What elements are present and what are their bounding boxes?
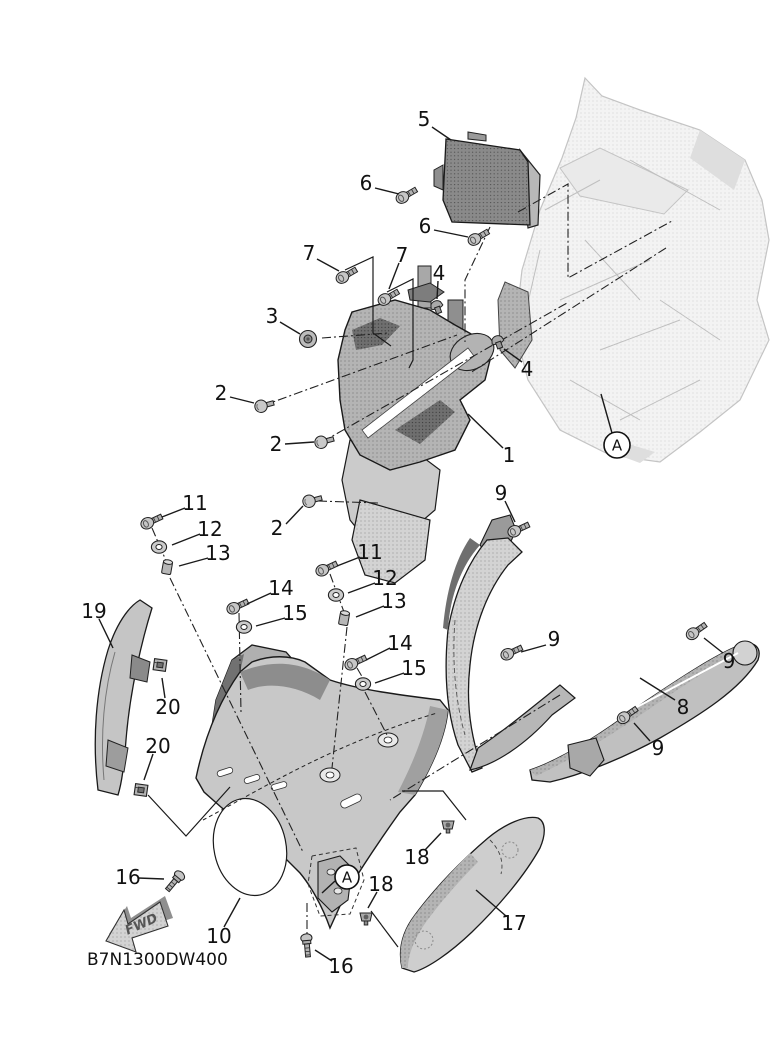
callout-number-4: 4 xyxy=(520,357,534,381)
fastener-screw xyxy=(499,642,524,662)
callout-number-9: 9 xyxy=(651,736,665,760)
leader-line-3 xyxy=(280,322,300,334)
callout-number-5: 5 xyxy=(417,107,431,131)
callout-number-18: 18 xyxy=(404,845,430,869)
callout-number-17: 17 xyxy=(501,911,527,935)
callout-number-11: 11 xyxy=(182,491,208,515)
callout-number-1: 1 xyxy=(502,443,516,467)
ghost-frame-reference xyxy=(498,78,769,463)
leader-line-5 xyxy=(432,127,451,140)
front-cowl-part10 xyxy=(196,645,448,928)
leader-line-12 xyxy=(172,534,200,545)
fastener-screw xyxy=(139,511,164,531)
ecu-unit-part5 xyxy=(434,132,540,228)
fastener-washer xyxy=(151,541,166,553)
fastener-screw xyxy=(225,596,250,616)
lower-cover-part17 xyxy=(401,817,545,972)
callout-number-20: 20 xyxy=(155,695,181,719)
fwd-direction-arrow xyxy=(106,896,173,952)
leader-line-16 xyxy=(138,878,164,879)
fastener-washer xyxy=(236,621,251,633)
detail-marker-label: A xyxy=(341,868,353,887)
callout-number-19: 19 xyxy=(81,599,107,623)
fastener-washer xyxy=(355,678,370,690)
callout-number-12: 12 xyxy=(372,566,398,590)
fastener-clipnut xyxy=(134,784,148,797)
leader-line-7 xyxy=(317,259,339,271)
callout-number-11: 11 xyxy=(357,540,383,564)
leader-line-6 xyxy=(434,230,468,237)
leader-line-12 xyxy=(348,583,375,593)
leader-line-1 xyxy=(468,414,503,448)
callout-number-13: 13 xyxy=(205,541,231,565)
callout-number-16: 16 xyxy=(115,865,141,889)
leader-line-9 xyxy=(704,638,723,653)
callout-number-2: 2 xyxy=(214,381,228,405)
callout-number-4: 4 xyxy=(432,261,446,285)
fastener-clipnut xyxy=(153,659,167,672)
leader-line-2 xyxy=(286,506,303,524)
leader-line-9 xyxy=(521,645,546,652)
callout-number-10: 10 xyxy=(206,924,232,948)
callout-number-8: 8 xyxy=(676,695,690,719)
detail-marker-label: A xyxy=(611,436,623,455)
leader-line-19 xyxy=(99,619,113,648)
callout-number-9: 9 xyxy=(494,481,508,505)
fastener-dome xyxy=(253,397,275,414)
callout-number-7: 7 xyxy=(395,243,409,267)
callout-number-2: 2 xyxy=(269,432,283,456)
callout-number-20: 20 xyxy=(145,734,171,758)
headlight-assembly-part1 xyxy=(338,266,500,583)
fastener-collar xyxy=(338,610,350,626)
callout-number-6: 6 xyxy=(418,214,432,238)
callout-number-12: 12 xyxy=(197,517,223,541)
leader-line-13 xyxy=(356,606,384,617)
callout-number-3: 3 xyxy=(265,304,279,328)
fastener-rivet xyxy=(442,821,454,833)
fastener-screw xyxy=(314,558,339,578)
fastener-screw xyxy=(466,227,491,248)
fastener-bolt xyxy=(300,933,313,957)
leader-line-13 xyxy=(179,558,208,566)
callout-number-16: 16 xyxy=(328,954,354,978)
fastener-dome xyxy=(301,492,323,509)
leader-line-2 xyxy=(285,442,314,444)
leader-line-10 xyxy=(224,898,240,927)
fastener-screw xyxy=(394,185,419,206)
callout-number-15: 15 xyxy=(401,656,427,680)
diagram-part-code: B7N1300DW400 xyxy=(87,950,228,970)
fastener-washer xyxy=(328,589,343,601)
fastener-bolt xyxy=(163,869,186,894)
callout-number-13: 13 xyxy=(381,589,407,613)
callout-number-7: 7 xyxy=(302,241,316,265)
callout-number-2: 2 xyxy=(270,516,284,540)
leader-line-2 xyxy=(230,397,254,403)
callout-number-15: 15 xyxy=(282,601,308,625)
callout-number-6: 6 xyxy=(359,171,373,195)
callout-number-14: 14 xyxy=(268,576,294,600)
leader-line-15 xyxy=(375,673,404,683)
fastener-screw xyxy=(334,265,359,286)
callout-number-18: 18 xyxy=(368,872,394,896)
leader-line-15 xyxy=(256,618,285,626)
callout-number-9: 9 xyxy=(722,649,736,673)
callout-number-9: 9 xyxy=(547,627,561,651)
fwd-arrow-label: FWD xyxy=(122,911,161,939)
fastener-screw xyxy=(343,652,368,672)
fastener-dome xyxy=(313,433,335,450)
fastener-collar xyxy=(161,559,173,575)
fastener-rivet xyxy=(360,913,372,925)
callout-number-14: 14 xyxy=(387,631,413,655)
leader-line-6 xyxy=(375,188,399,194)
fastener-nut xyxy=(300,331,317,348)
